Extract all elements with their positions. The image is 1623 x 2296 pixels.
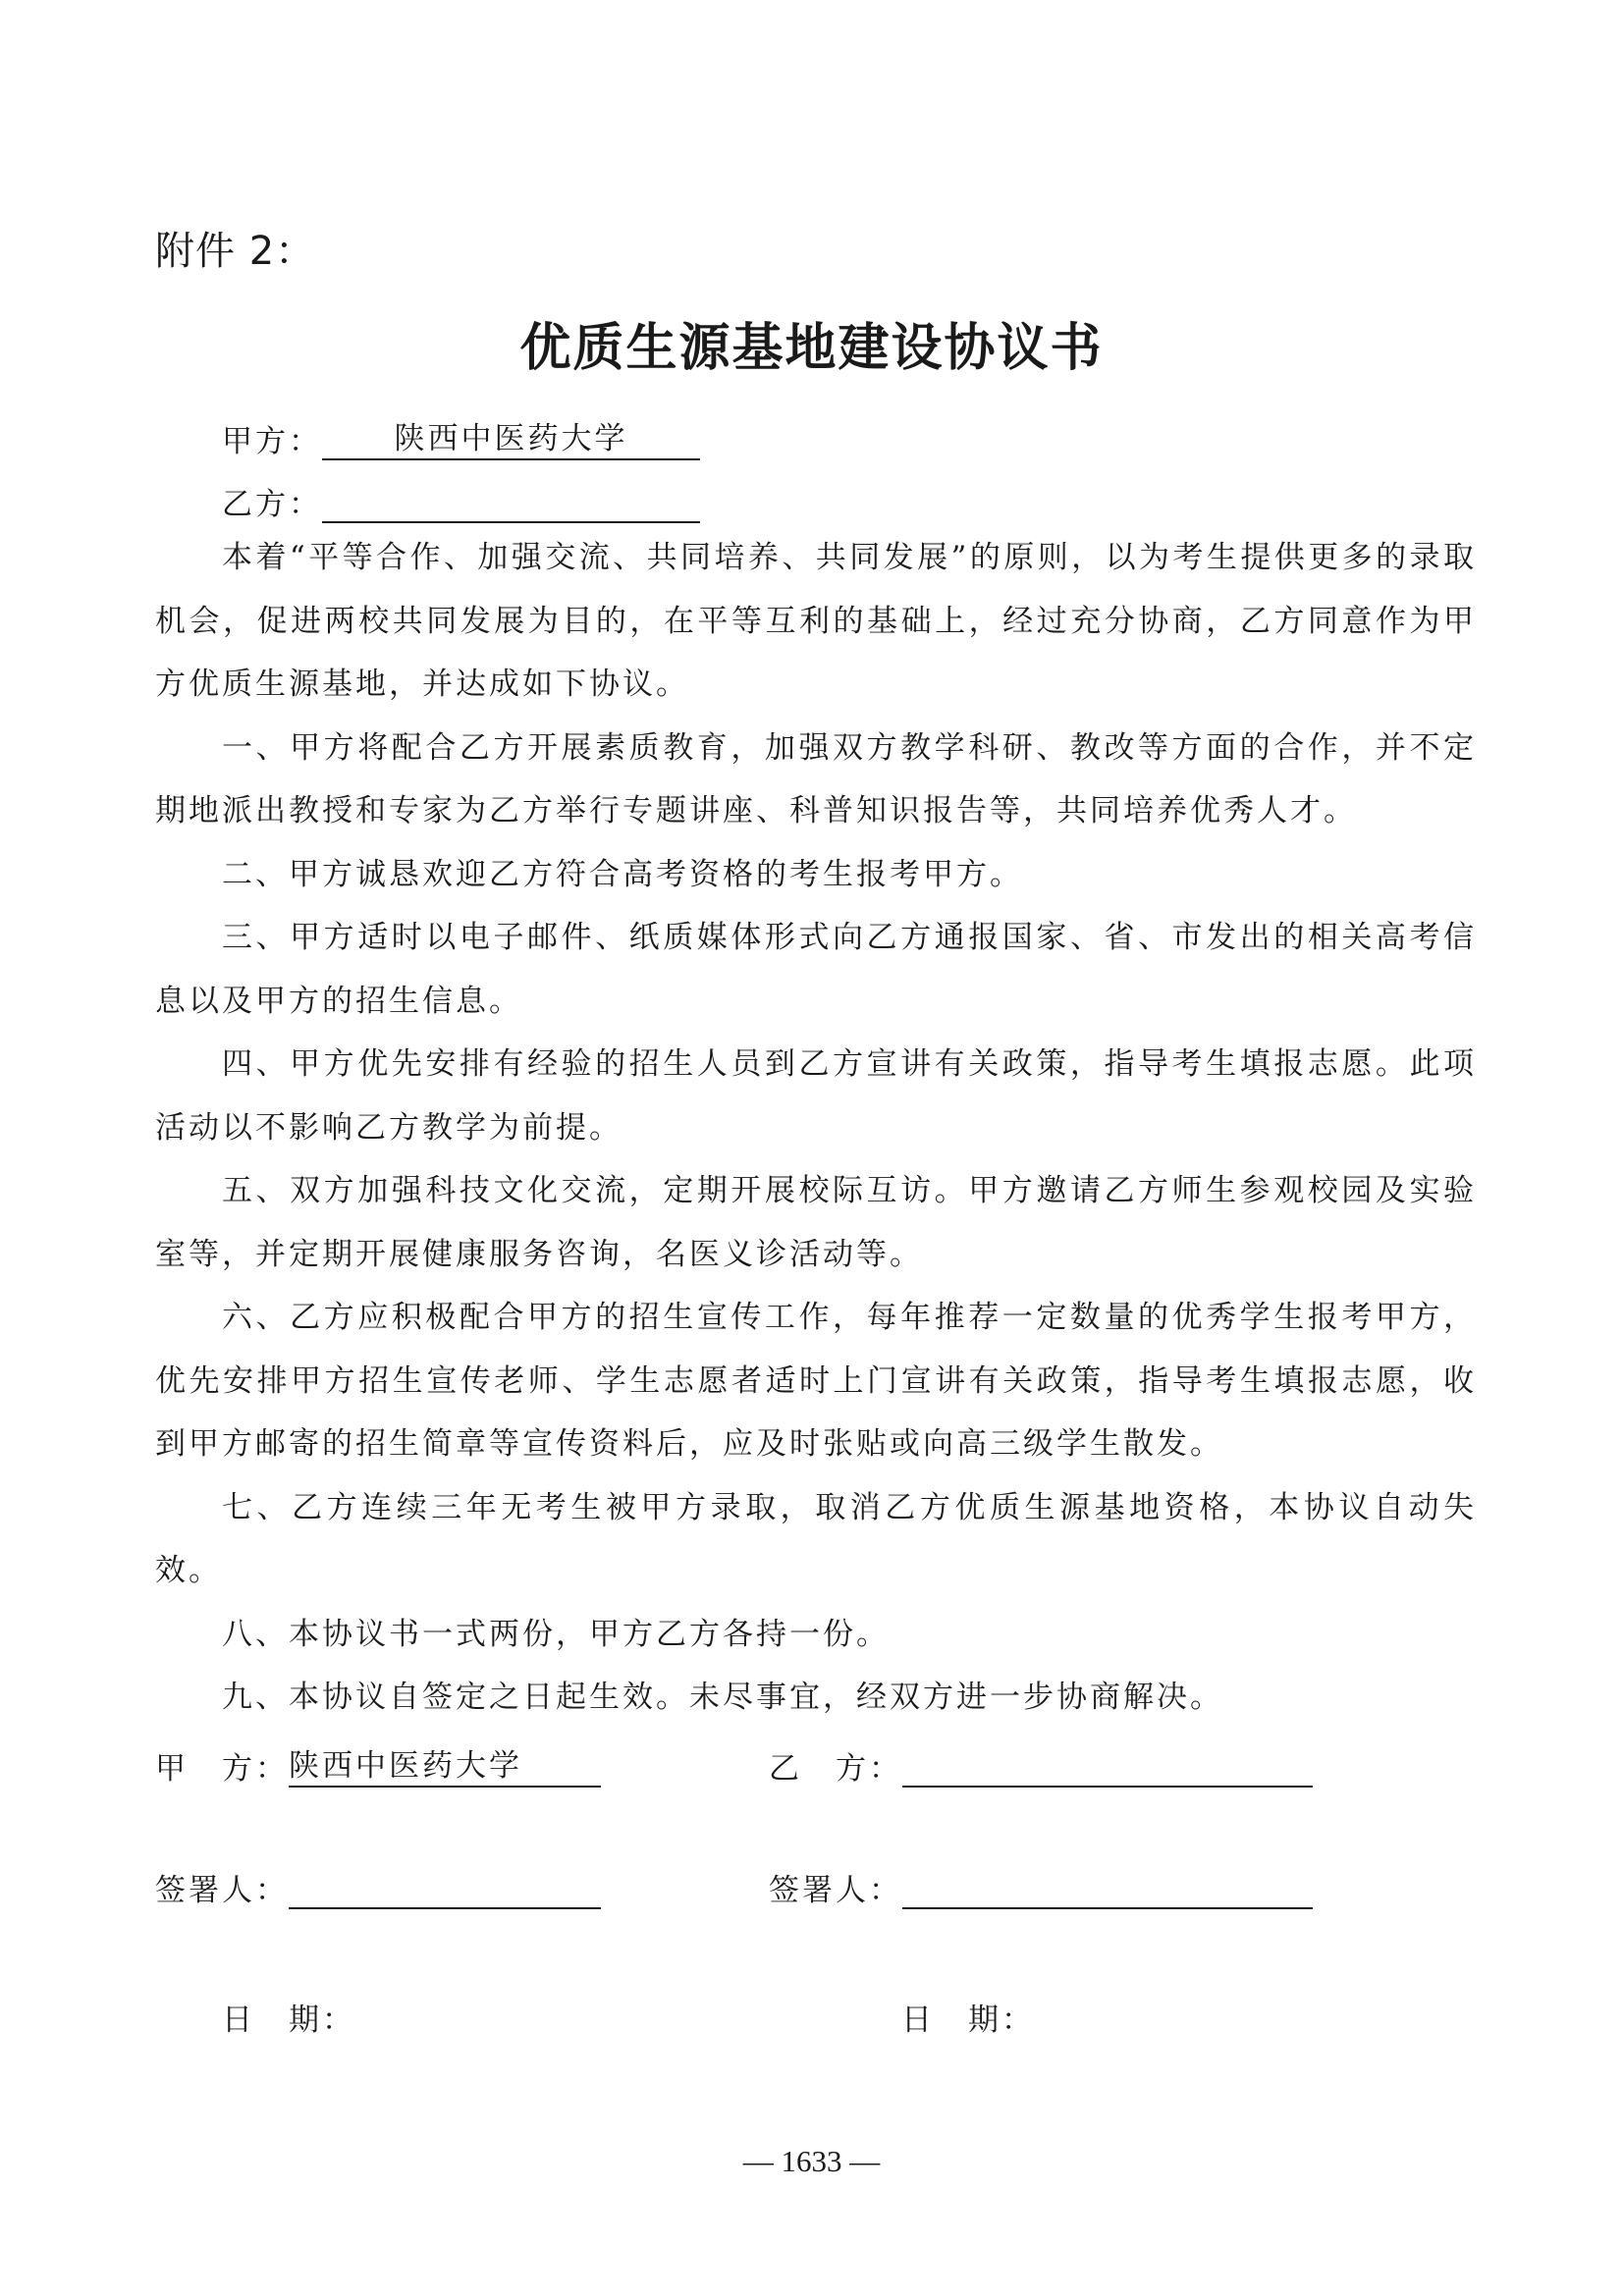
signature-party-a-field: 陕西中医药大学 [289, 1746, 601, 1788]
paragraph-intro: 本着“平等合作、加强交流、共同培养、共同发展”的原则，以为考生提供更多的录取机会，促进两校共同发展为目的，在平等互利的基础上，经过充分协商，乙方同意作为甲方优质生源基地，并达成如下协议。 [155, 540, 1477, 702]
party-b-label: 乙方： [222, 487, 322, 522]
paragraph-clause-9: 九、本协议自签定之日起生效。未尽事宜，经双方进一步协商解决。 [222, 1680, 1223, 1715]
paragraph-clause-4: 四、甲方优先安排有经验的招生人员到乙方宣讲有关政策，指导考生填报志愿。此项活动以不影响乙方教学为前提。 [155, 1046, 1477, 1146]
party-b-field [322, 482, 700, 523]
date-a [222, 1995, 355, 2039]
paragraph-clause-1: 一、甲方将配合乙方开展素质教育，加强双方教学科研、教改等方面的合作，并不定期地派出教授和专家为乙方举行专题讲座、科普知识报告等，共同培养优秀人才。 [155, 729, 1477, 828]
party-a-field: 陕西中医药大学 [322, 419, 700, 460]
signer-b-label: 签署人： [769, 1873, 902, 1908]
signer-b-field [902, 1868, 1313, 1909]
signature-party-a-label: 甲 方： [155, 1751, 289, 1787]
paragraph-clause-8: 八、本协议书一式两份，甲方乙方各持一份。 [222, 1616, 890, 1652]
date-a-label: 日 期： [222, 2002, 355, 2038]
document-title: 优质生源基地建设协议书 [519, 318, 1104, 378]
paragraph-clause-2: 二、甲方诚恳欢迎乙方符合高考资格的考生报考甲方。 [222, 856, 1023, 892]
paragraph-clause-3: 三、甲方适时以电子邮件、纸质媒体形式向乙方通报国家、省、市发出的相关高考信息以及甲方的招生信息。 [155, 920, 1477, 1019]
signer-b [769, 1865, 1313, 1909]
party-b-line [222, 479, 700, 523]
signature-party-b [769, 1743, 1313, 1788]
page-number: — 1633 — [742, 2144, 881, 2178]
signature-party-b-field [902, 1746, 1313, 1788]
paragraph-clause-6: 六、乙方应积极配合甲方的招生宣传工作，每年推荐一定数量的优秀学生报考甲方，优先安排甲方招生宣传老师、学生志愿者适时上门宣讲有关政策，指导考生填报志愿，收到甲方邮寄的招生简章等宣传资料后，应及时张贴或向高三级学生散发。 [155, 1300, 1477, 1462]
signature-party-a [155, 1743, 601, 1788]
paragraph-clause-5: 五、双方加强科技文化交流，定期开展校际互访。甲方邀请乙方师生参观校园及实验室等，并定期开展健康服务咨询，名医义诊活动等。 [155, 1173, 1477, 1272]
paragraph-clause-7: 七、乙方连续三年无考生被甲方录取，取消乙方优质生源基地资格，本协议自动失效。 [155, 1489, 1477, 1588]
signer-a [155, 1865, 601, 1909]
agreement-body [155, 526, 1477, 1730]
party-a-label: 甲方： [222, 424, 322, 459]
attachment-label: 附件 2： [155, 229, 316, 274]
signature-party-b-label: 乙 方： [769, 1751, 902, 1787]
signer-a-field [289, 1868, 601, 1909]
signer-a-label: 签署人： [155, 1873, 289, 1908]
party-a-line [222, 416, 700, 460]
date-b-label: 日 期： [901, 2002, 1035, 2038]
date-b [901, 1995, 1035, 2039]
